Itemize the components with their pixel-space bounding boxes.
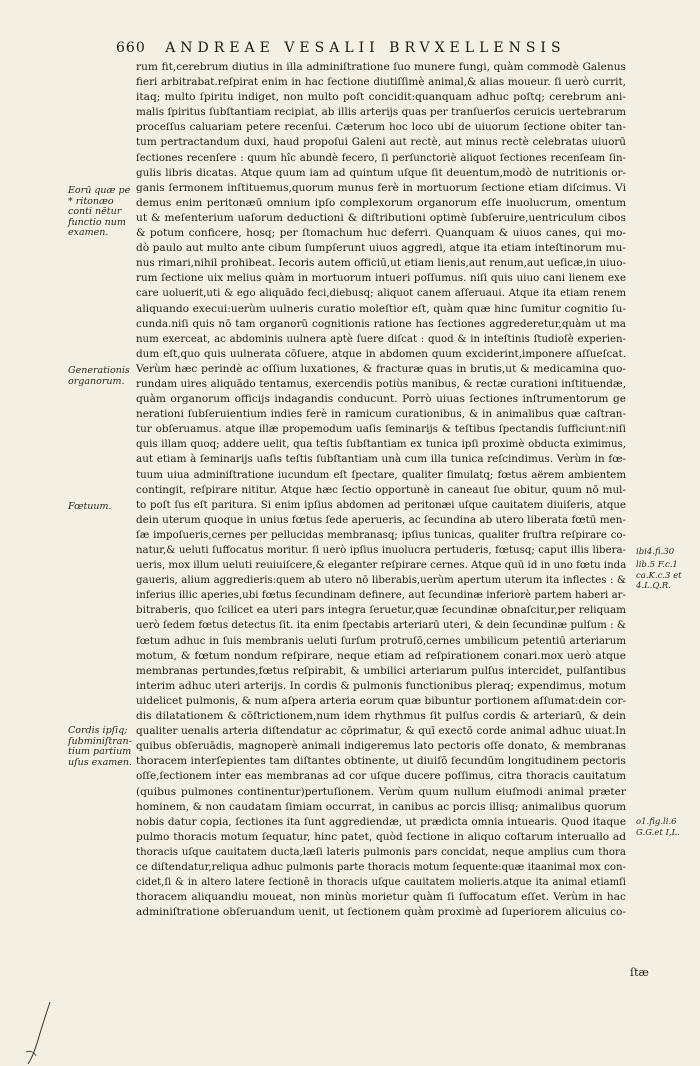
text-line: bitraberis, quo ſcilicet ea uteri pars integra ſeruetur,quæ ſecundinæ obnaſcitur,per reliquam bbox=[136, 604, 626, 617]
text-line: rum fit,cerebrum diutius in illa adminiſtratione ſuo munere fungi, quàm commodè Galenus bbox=[136, 61, 626, 73]
text-line: inferius illic aperies,ubi fœtus ſecundinam definere, aut ſecundinæ inferiorè partem haberi ar- bbox=[136, 590, 626, 602]
text-line: ſectiones recenſere : quum hîc abundè fecero, ſi perſunctoriè aliquot ſectiones recenſeam ſin- bbox=[136, 152, 626, 164]
text-line: nobis datur copia, ſectiones ita ſunt aggrediendæ, ut prædicta omnia intuearis. Quod itaque bbox=[136, 815, 626, 828]
text-line: rundam uires aliquādo tentamus, exercendis potiùs manibus, & rectæ curationi inſtituendæ, bbox=[136, 377, 626, 390]
text-line: motum, & fœtum nondum reſpirare, neque etiam ad reſpirationem conari.mox uerò atque bbox=[136, 649, 626, 662]
text-line: ſæ impoſueris,cernes per pellucidas membranasq; ipſius tunicas, qualiter fruſtra reſpirare co- bbox=[136, 529, 626, 541]
pen-scribble-mark bbox=[20, 1000, 60, 1066]
margin-note: Generationis organorum. bbox=[68, 365, 130, 387]
margin-note: Cordis ipſiq; ſubminiſtran- tium partium uſus examen. bbox=[68, 725, 133, 768]
text-line: tur obſeruamus. atque illæ propemodum uaſis ſeminarijs & teſtibus ſpectandis ſufficiunt:niſi bbox=[136, 423, 626, 436]
text-line: aliquando execui:uerùm uulneris curatio moleſtior eſt, quàm quæ hinc ſumitur cognitio ſu- bbox=[136, 302, 626, 315]
text-line: aut etiam à ſeminarijs uaſis teſtis ſubſtantiam unà cum illa tunica reſcindimus. Verùm in fœ- bbox=[136, 453, 626, 466]
text-line: pulmo thoracis motum ſequatur, hinc patet, quòd ſectione in aliquo coſtarum interuallo ad bbox=[136, 830, 626, 843]
text-line: & potum conficere, hosq; per ſtomachum huc deferri. Quanquam & uiuos canes, qui mo- bbox=[136, 227, 626, 240]
margin-reference: lib.5 F.c.1 ca.K.c.3 et 4.L.Q.R. bbox=[636, 560, 682, 591]
text-line: dis dilatationem & cōſtrictionem,num idem rhythmus ſit pulſus cordis & arteriarū, & dein bbox=[136, 710, 626, 723]
text-line: cunda.niſi quis nō tam organorū cognitionis ratione has ſectiones aggrederetur,quàm ut ma bbox=[136, 317, 626, 330]
text-line: (quibus pulmones continentur)pertuſionem. Verùm quum nullum eiuſmodi animal præter bbox=[136, 785, 626, 798]
text-line: thoracem interſepientes tam diſtantes obtinente, ut diuiſō ſecundūm longitudinem pectoris bbox=[136, 755, 626, 768]
margin-note: Fœtuum. bbox=[68, 501, 112, 512]
text-line: uidelicet pulmonis, & num aſpera arteria eorum quæ bibuntur portionem aſſumat:dein cor- bbox=[136, 694, 626, 707]
text-line: hominem, & non caudatam ſimiam occurrat, in canibus ac porcis illisq; animalibus quorum bbox=[136, 800, 626, 813]
text-line: qualiter uenalis arteria diſtendatur ac cōprimatur, & quī exectō corde animal adhuc uiuat.In bbox=[136, 725, 626, 738]
text-line: fœtum adhuc in ſuis membranis ueluti ſurſum protruſō,cernes umbilicum petentiū arteriarum bbox=[136, 635, 626, 647]
text-line: gulis libris dicatas. Atque quum iam ad quintum uſque ſit deuentum,modò de nutritionis or- bbox=[136, 166, 626, 179]
text-line: membranas pertundes,fœtus reſpirabit, & umbilici arteriarum pulſus intercidet, pulſantibus bbox=[136, 664, 626, 677]
margin-note: Eorū quæ pe * ritonæo conti nētur functio num examen. bbox=[68, 185, 131, 238]
running-title: ANDREAE VESALII BRVXELLENSIS bbox=[165, 40, 566, 56]
margin-reference: o1.fig.li.6 G.G.et I,L. bbox=[636, 817, 680, 838]
text-line: quis illam quoq; addere uelit, qua teſtis ſubſtantiam ex tunica ipſi proximè obducta eximimus, bbox=[136, 439, 626, 451]
text-line: tum pertractandum duxi, haud propoſui Galeni aut rectè, aut minus rectè celebratas uiuorū bbox=[136, 136, 626, 149]
page-number: 660 bbox=[116, 40, 146, 56]
text-line: natur,& ueluti ſuffocatus moritur. ſi uerò ipſius inuolucra pertuderis, fœtusq; caput illis libera- bbox=[136, 545, 626, 556]
text-line: ueris, mox illum ueluti reuiuiſcere,& eleganter reſpirare cernes. Atque quū id in uno fœtu inda bbox=[136, 560, 626, 572]
text-line: num exerceat, ac abdominis uulnera aptè ſuere diſcat : quod & in inteſtinis ſtudioſè experien- bbox=[136, 333, 626, 345]
text-line: tuum uiua adminiſtratione iucundum eſt ſpectare, qualiter ſimulatq; fœtus aërem ambientem bbox=[136, 469, 626, 481]
text-line: quibus obſeruādis, magnoperè animali indigeremus lato pectoris oſſe donato, & membranas bbox=[136, 740, 626, 753]
text-line: uerò ſedem fœtus detectus ſit. ita enim ſpectabis arteriarū uteri, & dein ſecundinæ pulſum : & bbox=[136, 620, 626, 632]
text-line: ut & meſenterium uaſorum deductioni & diſtributioni optimè ſubſeruire,uentriculum cibos bbox=[136, 211, 626, 224]
text-line: proceſſus caluariam petere recenſui. Cæterum hoc loco ubi de uiuorum ſectione obiter tan- bbox=[136, 121, 626, 134]
main-text-block bbox=[136, 60, 626, 920]
text-line: quàm organorum officijs indagandis conducunt. Porrò uiuas ſectiones inſtrumentorum ge bbox=[136, 393, 626, 406]
text-line: interim adhuc uteri arterijs. In cordis & pulmonis functionibus pleraq; expendimus, motum bbox=[136, 679, 626, 692]
text-line: thoracis uſque cauitatem ducta,læſi lateris pulmonis pars concidat, neque amplius cum thora bbox=[136, 846, 626, 858]
text-line: cidet,ſi & in altero latere ſectionē in thoracis uſque cauitatem molieris.atque ita animal etiamſi bbox=[136, 877, 626, 889]
margin-reference: ibi4.fi.30 bbox=[636, 547, 675, 557]
text-line: nerationi ſubſeruientium indies ferè in ramicum curationibus, & in animalibus quæ caſtran- bbox=[136, 408, 626, 421]
text-line: rum ſectione uix melius quàm in mortuorum intueri poſſumus. niſi quis uiuo cani lienem exe bbox=[136, 272, 626, 285]
text-line: ce diſtendatur,reliqua adhuc pulmonis parte thoracis motum ſequente:quæ itaanimal mox con- bbox=[136, 861, 626, 873]
catchword: ſtæ bbox=[630, 966, 649, 979]
text-line: thoracem aliquandiu moueat, non minùs morietur quàm ſi ſuffocatum eſſet. Verùm in hac bbox=[136, 891, 626, 904]
running-header bbox=[116, 40, 636, 56]
text-line: demus enim peritonæū omnium ipſo complexorum organorum eſſe inuolucrum, omentum bbox=[136, 196, 626, 209]
text-line: oſſe,ſectionem inter eas membranas ad cor uſque ducere poſſimus, citra thoracis cauitatum bbox=[136, 770, 626, 783]
text-line: to poſt ſus eſt paritura. Si enim ipſius abdomen ad peritonæi uſque cauitatem diuiſeris, atque bbox=[136, 499, 626, 511]
text-line: fieri arbitrabat.reſpirat enim in hac ſectione diutiſſimè animal,& alias moueur. ſi uerò currit, bbox=[136, 76, 626, 89]
text-line: dein uterum quoque in unius fœtus ſede aperueris, ac ſecundina ab utero liberata fœtū men- bbox=[136, 513, 626, 526]
text-line: Verùm hæc perindè ac oſſium luxationes, & fracturæ quas in brutis,ut & medicamina quo- bbox=[136, 362, 626, 375]
text-line: adminiſtratione obſeruandum uenit, ut ſectionem quàm proximè ad ſuperiorem alicuius co- bbox=[136, 906, 626, 919]
text-line: dò paulo aut multo ante cibum ſumpſerunt uiuos aggredi, atque ita etiam inteſtinorum mu- bbox=[136, 242, 626, 255]
text-line: dum eſt,quo quis uulnerata cōſuere, atque in abdomen quum exciderint,imponere aſſueſcat. bbox=[136, 347, 626, 360]
text-line: gaueris, alium aggredieris:quem ab utero nō liberabis,uerùm apertum uterum ita inflectes : & bbox=[136, 575, 626, 587]
text-line: malis ſpiritus ſubſtantiam recipiat, ab illis arterijs quas per tranſuerſos ceruicis uertebrarum bbox=[136, 106, 626, 119]
text-line: care uoluerit,uti & ego aliquādo feci,diebusq; aliquot canem aſſeruaui. Atque ita etiam renem bbox=[136, 288, 626, 300]
text-line: ganis ſermonem inſtituemus,quorum munus ferè in mortuorum ſectione etiam diſcimus. Vi bbox=[136, 181, 626, 194]
text-line: contingit, reſpirare nititur. Atque hæc ſectio opportunè in caneaut ſue obitur, quum nō mul- bbox=[136, 483, 626, 496]
text-line: nus rimari,nihil prohibeat. Iecoris autem officiū,ut etiam lienis,aut renum,aut ueſicæ,in uiuo- bbox=[136, 257, 626, 270]
text-line: itaq; multo ſpiritu indiget, non multo poſt concidit:quanquam adhuc poſtq; cerebrum ani- bbox=[136, 91, 626, 104]
